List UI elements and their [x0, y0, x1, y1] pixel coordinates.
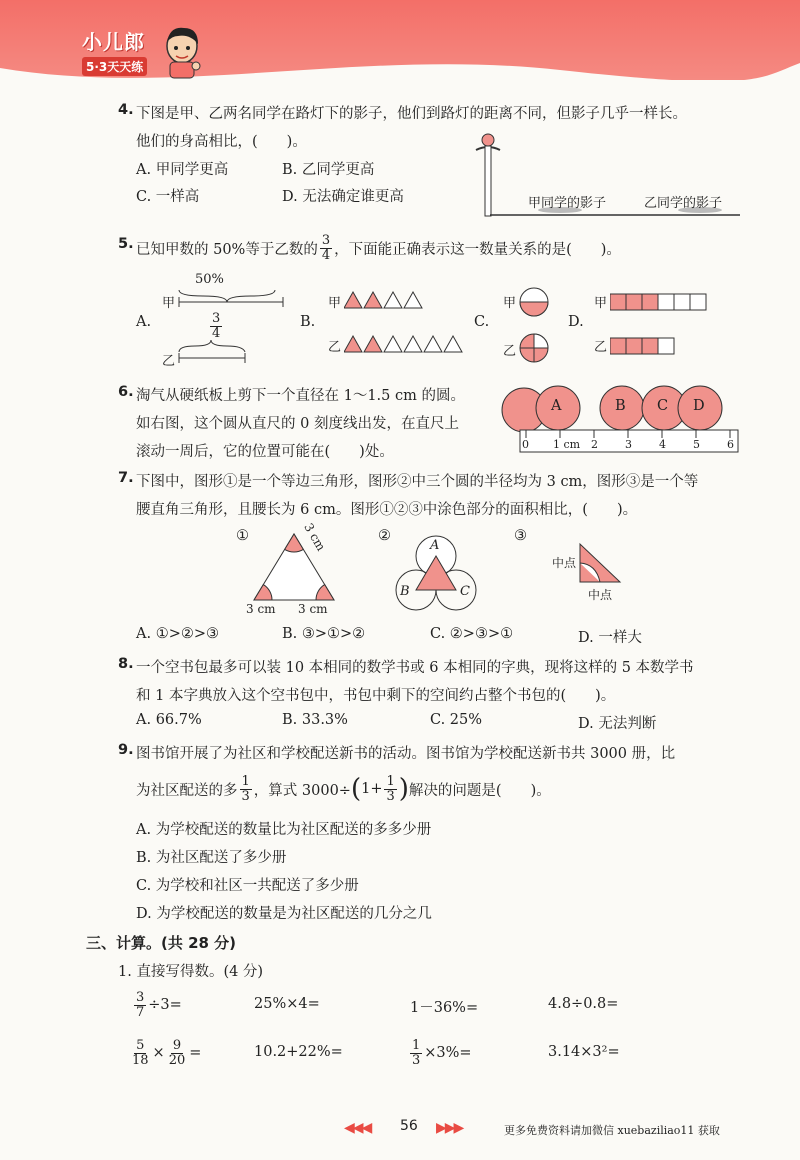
calc-r2-c1-frac1 [130, 1039, 151, 1068]
q9-line1: 图书馆开展了为社区和学校配送新书的活动。图书馆为学校配送新书共 3000 册，比 [136, 746, 676, 762]
q9-number: 9. [118, 742, 134, 758]
ruler-label-5: 5 [693, 438, 700, 451]
q7-fig1-side-label: 3 cm [301, 520, 329, 554]
q6-ruler-figure [498, 384, 743, 458]
q9-frac2-num: 1 [386, 773, 395, 789]
q6-circle-b: B [615, 398, 626, 414]
q7-fig1-base-right: 3 cm [298, 602, 328, 616]
q5-a-frac-den: 4 [212, 326, 221, 341]
q9-line2 [136, 770, 551, 808]
calc-r1-c1-num: 3 [136, 989, 145, 1005]
q5-b-jia: 甲 [328, 296, 342, 311]
calc-r1-c1[interactable] [132, 988, 182, 1022]
q5-a-frac-num: 3 [212, 311, 221, 326]
calc-r1-c1-rest: ÷3= [148, 997, 182, 1013]
q5-number: 5. [118, 236, 134, 252]
q5-c-yi: 乙 [503, 344, 517, 359]
q5-stem-post: ，下面能正确表示这一数量关系的是( )。 [334, 241, 621, 258]
q9-fraction-1 [240, 775, 252, 804]
q7-midpoint-1: 中点 [552, 556, 577, 570]
shadow-label-jia: 甲同学的影子 [528, 196, 607, 211]
calc-r2-c3-rest: ×3%= [424, 1045, 472, 1061]
q9-option-c[interactable]: C. 为学校和社区一共配送了多少册 [136, 878, 359, 894]
q8-line2: 和 1 本字典放入这个空书包中，书包中剩下的空间约占整个书包的( )。 [136, 688, 616, 704]
calc-r2-c2[interactable]: 10.2+22%= [254, 1044, 343, 1060]
q9-option-d[interactable]: D. 为学校配送的数量是为社区配送的几分之几 [136, 906, 432, 922]
q5-frac-den: 4 [321, 247, 331, 263]
calc-r2-c1-f2-num: 9 [172, 1037, 182, 1053]
q8-number: 8. [118, 656, 134, 672]
q4-number: 4. [118, 102, 134, 118]
q9-frac2-den: 3 [386, 788, 395, 804]
q5-b-yi: 乙 [328, 340, 342, 355]
q5-d-bars [610, 292, 710, 360]
q5-stem [136, 228, 621, 268]
calc-r2-c3-frac [410, 1039, 422, 1068]
calc-r2-c1-frac2 [167, 1039, 188, 1068]
q4-option-d[interactable]: D. 无法确定谁更高 [282, 189, 404, 205]
calc-r2-c4[interactable]: 3.14×3²= [548, 1044, 620, 1060]
page-number: 56 [400, 1118, 418, 1134]
ruler-label-0: 0 [522, 438, 529, 451]
q9-frac1-num: 1 [241, 773, 250, 789]
q5-a-label-50: 50% [195, 272, 224, 287]
q5-a-segments [175, 286, 290, 366]
calc-r2-c1[interactable] [128, 1036, 201, 1070]
logo-subtitle: 5·3天天练 [82, 57, 147, 76]
q5-stem-pre: 已知甲数的 50%等于乙数的 [136, 241, 318, 258]
q9-option-b[interactable]: B. 为社区配送了多少册 [136, 850, 287, 866]
q6-circle-d: D [693, 398, 705, 414]
q4-option-a[interactable]: A. 甲同学更高 [136, 162, 229, 178]
q5-a-yi: 乙 [162, 354, 176, 369]
shadow-label-yi: 乙同学的影子 [644, 196, 723, 211]
q6-line2: 如右图，这个圆从直尺的 0 刻度线出发，在直尺上 [136, 416, 459, 432]
q7-option-d[interactable]: D. 一样大 [578, 630, 642, 646]
q5-frac-num: 3 [321, 232, 331, 248]
calc-r1-c3[interactable]: 1－36%= [410, 1000, 479, 1016]
q9-paren-close: ) [398, 774, 409, 804]
calc-r2-c3-num: 1 [412, 1037, 421, 1053]
q6-line3: 滚动一周后，它的位置可能在( )处。 [136, 444, 394, 460]
q7-fig1-base-left: 3 cm [246, 602, 276, 616]
q7-option-b[interactable]: B. ③>①>② [282, 626, 366, 642]
q5-option-a[interactable]: A. [136, 314, 152, 330]
q8-option-d[interactable]: D. 无法判断 [578, 716, 657, 732]
ruler-label-1: 1 cm [553, 438, 581, 451]
q7-line2: 腰直角三角形，且腰长为 6 cm。图形①②③中涂色部分的面积相比，( )。 [136, 502, 638, 518]
q7-point-a: A [430, 538, 440, 553]
section3-sub: 1. 直接写得数。(4 分) [118, 964, 264, 980]
q5-fraction [320, 234, 332, 263]
footer-right-arrows: ▶▶▶ [436, 1120, 463, 1136]
q4-option-b[interactable]: B. 乙同学更高 [282, 162, 375, 178]
q5-c-circles [518, 286, 554, 366]
calc-r2-c1-f1-den: 18 [132, 1052, 149, 1068]
q7-fig3-label: ③ [514, 528, 527, 544]
q5-option-b[interactable]: B. [300, 314, 316, 330]
q5-option-d[interactable]: D. [568, 314, 584, 330]
footer-left-arrows: ◀◀◀ [344, 1120, 371, 1136]
q6-number: 6. [118, 384, 134, 400]
q9-frac1-den: 3 [241, 788, 250, 804]
calc-r1-c1-frac [134, 991, 146, 1020]
q8-option-b[interactable]: B. 33.3% [282, 712, 348, 728]
calc-r1-c1-den: 7 [136, 1004, 145, 1020]
q4-line1: 下图是甲、乙两名同学在路灯下的影子，他们到路灯的距离不同，但影子几乎一样长。 [136, 106, 687, 122]
q7-option-a[interactable]: A. ①>②>③ [136, 626, 219, 642]
q7-line1: 下图中，图形①是一个等边三角形，图形②中三个圆的半径均为 3 cm，图形③是一个等 [136, 474, 699, 490]
q8-line1: 一个空书包最多可以装 10 本相同的数学书或 6 本相同的字典，现将这样的 5 本数学书 [136, 660, 694, 676]
calc-r2-c1-f2-den: 20 [168, 1052, 186, 1068]
q5-b-triangles [344, 290, 464, 360]
section3-title: 三、计算。(共 28 分) [86, 934, 237, 952]
q5-d-jia: 甲 [594, 296, 608, 311]
q4-option-c[interactable]: C. 一样高 [136, 189, 200, 205]
q9-pre: 为社区配送的多 [136, 782, 238, 799]
q7-number: 7. [118, 470, 134, 486]
q8-option-c[interactable]: C. 25% [430, 712, 483, 728]
mascot-icon [160, 22, 204, 80]
q9-fraction-2 [384, 775, 396, 804]
footer-note: 更多免费资料请加微信 xuebaziliao11 获取 [504, 1124, 720, 1137]
calc-r2-c1-eq: = [189, 1045, 202, 1061]
q5-option-c[interactable]: C. [474, 314, 490, 330]
q7-option-c[interactable]: C. ②>③>① [430, 626, 514, 642]
calc-r2-c1-times: × [152, 1045, 165, 1061]
q9-paren-open: ( [350, 774, 362, 804]
calc-r2-c3[interactable] [408, 1036, 472, 1070]
q6-line1: 淘气从硬纸板上剪下一个直径在 1～1.5 cm 的圆。 [136, 388, 465, 404]
q6-circle-a: A [551, 398, 562, 414]
q6-circle-c: C [657, 398, 669, 414]
q7-midpoint-2: 中点 [588, 588, 613, 602]
q9-mid: ，算式 3000÷ [253, 782, 351, 799]
ruler-label-4: 4 [659, 438, 666, 451]
calc-r2-c1-f1-num: 5 [136, 1037, 145, 1053]
calc-r1-c2[interactable]: 25%×4= [254, 996, 320, 1012]
q9-post: 解决的问题是( )。 [408, 782, 551, 799]
ruler-label-6: 6 [727, 438, 734, 451]
q5-d-yi: 乙 [594, 340, 608, 355]
q4-line2: 他们的身高相比，( )。 [136, 134, 307, 150]
q7-fig2-label: ② [378, 528, 391, 544]
q5-a-jia: 甲 [162, 296, 176, 311]
q7-fig1-label: ① [236, 528, 249, 544]
calc-r2-c3-den: 3 [412, 1052, 421, 1068]
ruler-label-3: 3 [625, 438, 632, 451]
logo-title: 小儿郎 [82, 30, 145, 54]
q7-fig3-triangle [576, 542, 626, 586]
ruler-label-2: 2 [591, 438, 598, 451]
q8-option-a[interactable]: A. 66.7% [136, 712, 202, 728]
q5-c-jia: 甲 [503, 296, 517, 311]
q7-point-c: C [460, 584, 470, 599]
q9-option-a[interactable]: A. 为学校配送的数量比为社区配送的多多少册 [136, 822, 432, 838]
calc-r1-c4[interactable]: 4.8÷0.8= [548, 996, 619, 1012]
q7-point-b: B [400, 584, 410, 599]
brand-logo [82, 26, 147, 76]
q9-paren-pre: 1+ [361, 781, 383, 797]
q7-fig1-triangle [244, 530, 344, 610]
